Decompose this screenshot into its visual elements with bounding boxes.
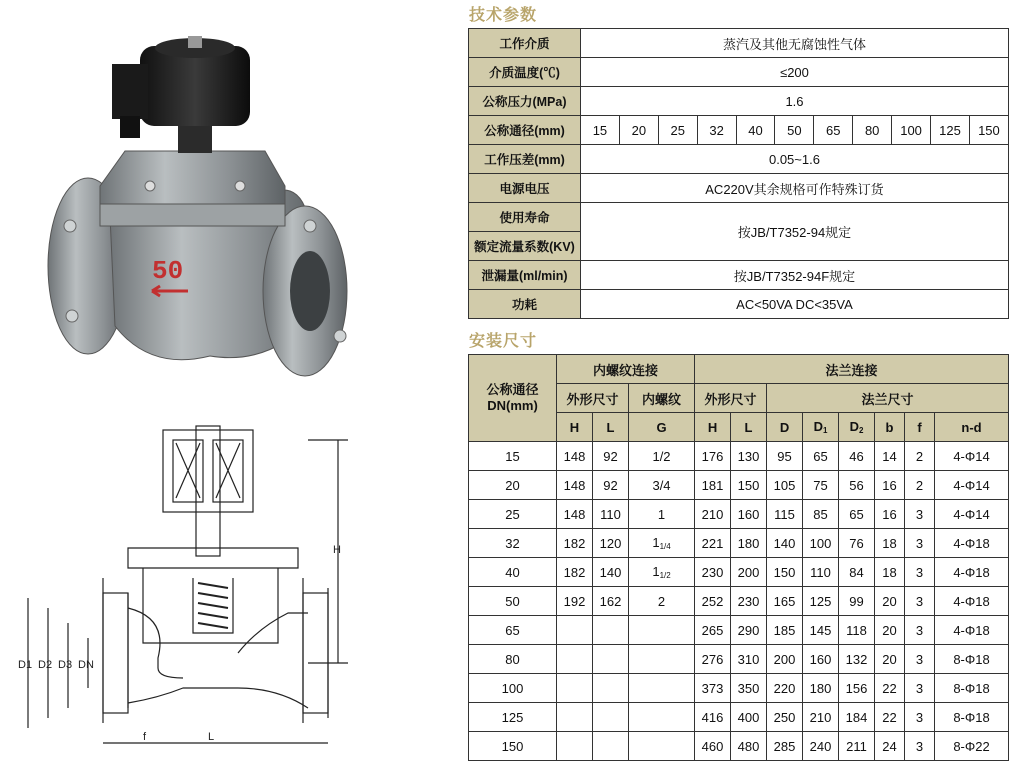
table-cell: 180: [803, 674, 839, 703]
table-cell: 3: [905, 732, 935, 761]
dn-value: 25: [658, 116, 697, 145]
table-cell: 3: [905, 558, 935, 587]
dim-d3: D3: [58, 659, 73, 671]
table-cell: [593, 674, 629, 703]
table-row: [469, 500, 1009, 529]
table-cell: 265: [695, 616, 731, 645]
table-cell: 76: [839, 529, 875, 558]
table-cell: 56: [839, 471, 875, 500]
table-cell: 84: [839, 558, 875, 587]
table-row: [469, 616, 1009, 645]
table-cell: [593, 703, 629, 732]
table-cell: [629, 616, 695, 645]
table-cell: 192: [557, 587, 593, 616]
table-cell: 2: [629, 587, 695, 616]
table-cell: 185: [767, 616, 803, 645]
dn-value: 50: [775, 116, 814, 145]
thread-header: 内螺纹连接: [557, 355, 695, 384]
table-row: [469, 703, 1009, 732]
table-cell: 184: [839, 703, 875, 732]
medium-label: 工作介质: [469, 29, 581, 58]
dn-label: 公称通径(mm): [469, 116, 581, 145]
table-cell: 92: [593, 442, 629, 471]
flange-size-header: 法兰尺寸: [767, 384, 1009, 413]
table-cell: 200: [731, 558, 767, 587]
dims-table: [468, 354, 1009, 761]
table-cell: 4-Φ14: [935, 500, 1009, 529]
col-g: G: [629, 413, 695, 442]
table-cell: 75: [803, 471, 839, 500]
table-cell: 140: [593, 558, 629, 587]
dn-value: 32: [697, 116, 736, 145]
pressure-label: 公称压力(MPa): [469, 87, 581, 116]
table-row: [469, 529, 1009, 558]
table-cell: 4-Φ18: [935, 558, 1009, 587]
table-cell: 3: [905, 529, 935, 558]
table-cell: [593, 732, 629, 761]
col-d: D: [767, 413, 803, 442]
table-cell: 65: [803, 442, 839, 471]
table-cell: 8-Φ22: [935, 732, 1009, 761]
dn-cell: 80: [469, 645, 557, 674]
table-cell: 3: [905, 703, 935, 732]
table-cell: 1/2: [629, 442, 695, 471]
table-cell: 100: [803, 529, 839, 558]
table-row: [469, 29, 1009, 58]
table-cell: 4-Φ14: [935, 442, 1009, 471]
table-cell: 150: [731, 471, 767, 500]
table-cell: 252: [695, 587, 731, 616]
dn-cell: 65: [469, 616, 557, 645]
table-cell: 310: [731, 645, 767, 674]
table-cell: 46: [839, 442, 875, 471]
table-cell: 182: [557, 529, 593, 558]
dn-cell: 15: [469, 442, 557, 471]
dn-cell: 32: [469, 529, 557, 558]
table-cell: 276: [695, 645, 731, 674]
table-cell: 18: [875, 529, 905, 558]
table-cell: 118: [839, 616, 875, 645]
params-table: [468, 28, 1009, 319]
table-row: [469, 732, 1009, 761]
table-row: [469, 203, 1009, 232]
table-cell: 2: [905, 471, 935, 500]
table-cell: 182: [557, 558, 593, 587]
dn-cell: 25: [469, 500, 557, 529]
table-cell: [629, 674, 695, 703]
body-mark: 50: [152, 256, 184, 286]
table-cell: [557, 732, 593, 761]
dn-value: 65: [814, 116, 853, 145]
power-label: 功耗: [469, 290, 581, 319]
leak-value: 按JB/T7352-94F规定: [581, 261, 1009, 290]
table-row: [469, 174, 1009, 203]
table-cell: 115: [767, 500, 803, 529]
table-cell: 110: [803, 558, 839, 587]
table-cell: 14: [875, 442, 905, 471]
table-cell: 20: [875, 645, 905, 674]
table-row: [469, 442, 1009, 471]
table-cell: [593, 616, 629, 645]
table-cell: 460: [695, 732, 731, 761]
power-value: AC<50VA DC<35VA: [581, 290, 1009, 319]
col-l: L: [731, 413, 767, 442]
table-cell: [629, 703, 695, 732]
table-cell: 416: [695, 703, 731, 732]
temp-value: ≤200: [581, 58, 1009, 87]
table-cell: $1_{1/2}$: [629, 558, 695, 587]
outline-header: 外形尺寸: [557, 384, 629, 413]
dn-value: 100: [892, 116, 931, 145]
dim-d2: D2: [38, 659, 53, 671]
dn-value: 40: [736, 116, 775, 145]
col-b: b: [875, 413, 905, 442]
table-cell: 22: [875, 674, 905, 703]
table-cell: 211: [839, 732, 875, 761]
table-cell: 3/4: [629, 471, 695, 500]
table-cell: 230: [731, 587, 767, 616]
table-cell: 3: [905, 587, 935, 616]
table-row: [469, 261, 1009, 290]
table-cell: 140: [767, 529, 803, 558]
table-cell: 176: [695, 442, 731, 471]
table-cell: 110: [593, 500, 629, 529]
table-cell: 125: [803, 587, 839, 616]
dn-value: 125: [931, 116, 970, 145]
table-cell: 148: [557, 500, 593, 529]
table-cell: [629, 732, 695, 761]
dim-dn: DN: [78, 659, 94, 671]
table-cell: 8-Φ18: [935, 703, 1009, 732]
dn-cell: 150: [469, 732, 557, 761]
table-cell: 16: [875, 471, 905, 500]
table-cell: 99: [839, 587, 875, 616]
table-cell: 4-Φ18: [935, 587, 1009, 616]
table-cell: 18: [875, 558, 905, 587]
table-cell: 165: [767, 587, 803, 616]
dims-title: 安装尺寸: [469, 331, 538, 350]
table-cell: 120: [593, 529, 629, 558]
leak-label: 泄漏量(ml/min): [469, 261, 581, 290]
table-cell: [557, 616, 593, 645]
dn-value: 20: [619, 116, 658, 145]
table-cell: $1_{1/4}$: [629, 529, 695, 558]
table-cell: 373: [695, 674, 731, 703]
table-cell: 20: [875, 587, 905, 616]
table-cell: 290: [731, 616, 767, 645]
table-cell: 156: [839, 674, 875, 703]
table-cell: 3: [905, 616, 935, 645]
valve-photo: [40, 36, 370, 396]
table-cell: 92: [593, 471, 629, 500]
table-row: [469, 145, 1009, 174]
table-cell: 162: [593, 587, 629, 616]
table-cell: 8-Φ18: [935, 674, 1009, 703]
table-cell: 150: [767, 558, 803, 587]
table-cell: 85: [803, 500, 839, 529]
section-drawing: [8, 418, 358, 758]
dn-cell: 100: [469, 674, 557, 703]
table-cell: 132: [839, 645, 875, 674]
table-cell: 145: [803, 616, 839, 645]
table-row: [469, 116, 1009, 145]
table-cell: 105: [767, 471, 803, 500]
params-title: 技术参数: [469, 5, 538, 24]
voltage-label: 电源电压: [469, 174, 581, 203]
col-d1: $D_1$: [803, 413, 839, 442]
table-row: [469, 87, 1009, 116]
table-cell: [557, 674, 593, 703]
pressure-value: 1.6: [581, 87, 1009, 116]
table-cell: 148: [557, 471, 593, 500]
table-cell: 181: [695, 471, 731, 500]
table-cell: [557, 703, 593, 732]
life-value: 按JB/T7352-94规定: [581, 203, 1009, 261]
table-cell: 4-Φ18: [935, 529, 1009, 558]
table-cell: 2: [905, 442, 935, 471]
outline-header: 外形尺寸: [695, 384, 767, 413]
table-row: [469, 558, 1009, 587]
table-cell: 350: [731, 674, 767, 703]
dn-cell: 20: [469, 471, 557, 500]
dim-l: L: [208, 731, 215, 743]
col-h: H: [695, 413, 731, 442]
table-cell: 8-Φ18: [935, 645, 1009, 674]
col-nd: n-d: [935, 413, 1009, 442]
table-cell: 230: [695, 558, 731, 587]
flange-header: 法兰连接: [695, 355, 1009, 384]
diff-value: 0.05~1.6: [581, 145, 1009, 174]
table-cell: 221: [695, 529, 731, 558]
table-cell: 480: [731, 732, 767, 761]
table-cell: 180: [731, 529, 767, 558]
table-cell: 3: [905, 500, 935, 529]
voltage-value: AC220V其余规格可作特殊订货: [581, 174, 1009, 203]
dim-f: f: [143, 731, 147, 743]
table-cell: [629, 645, 695, 674]
table-cell: 148: [557, 442, 593, 471]
dn-header: 公称通径DN(mm): [469, 355, 557, 442]
table-cell: 4-Φ14: [935, 471, 1009, 500]
table-cell: 22: [875, 703, 905, 732]
table-cell: 65: [839, 500, 875, 529]
table-cell: [593, 645, 629, 674]
table-cell: 210: [803, 703, 839, 732]
table-row: [469, 355, 1009, 384]
table-cell: 24: [875, 732, 905, 761]
table-cell: 160: [803, 645, 839, 674]
dim-h: H: [333, 544, 341, 556]
dn-value: 150: [969, 116, 1008, 145]
table-cell: 1: [629, 500, 695, 529]
table-cell: [557, 645, 593, 674]
temp-label: 介质温度(℃): [469, 58, 581, 87]
table-cell: 20: [875, 616, 905, 645]
table-row: [469, 674, 1009, 703]
col-d2: $D_2$: [839, 413, 875, 442]
inner-thread-header: 内螺纹: [629, 384, 695, 413]
dn-value: 15: [581, 116, 620, 145]
table-cell: 95: [767, 442, 803, 471]
dim-d1: D1: [18, 659, 33, 671]
table-row: [469, 587, 1009, 616]
medium-value: 蒸汽及其他无腐蚀性气体: [581, 29, 1009, 58]
col-h: H: [557, 413, 593, 442]
flow-label: 额定流量系数(KV): [469, 232, 581, 261]
table-row: [469, 58, 1009, 87]
table-cell: 240: [803, 732, 839, 761]
diff-label: 工作压差(mm): [469, 145, 581, 174]
table-cell: 4-Φ18: [935, 616, 1009, 645]
table-cell: 210: [695, 500, 731, 529]
col-l: L: [593, 413, 629, 442]
table-row: [469, 645, 1009, 674]
dn-cell: 40: [469, 558, 557, 587]
table-cell: 400: [731, 703, 767, 732]
table-cell: 220: [767, 674, 803, 703]
col-f: f: [905, 413, 935, 442]
table-cell: 285: [767, 732, 803, 761]
table-cell: 250: [767, 703, 803, 732]
table-cell: 3: [905, 674, 935, 703]
dn-value: 80: [853, 116, 892, 145]
table-cell: 160: [731, 500, 767, 529]
table-row: [469, 290, 1009, 319]
table-cell: 130: [731, 442, 767, 471]
table-cell: 200: [767, 645, 803, 674]
table-cell: 3: [905, 645, 935, 674]
dn-cell: 50: [469, 587, 557, 616]
life-label: 使用寿命: [469, 203, 581, 232]
table-row: [469, 471, 1009, 500]
table-cell: 16: [875, 500, 905, 529]
dn-cell: 125: [469, 703, 557, 732]
